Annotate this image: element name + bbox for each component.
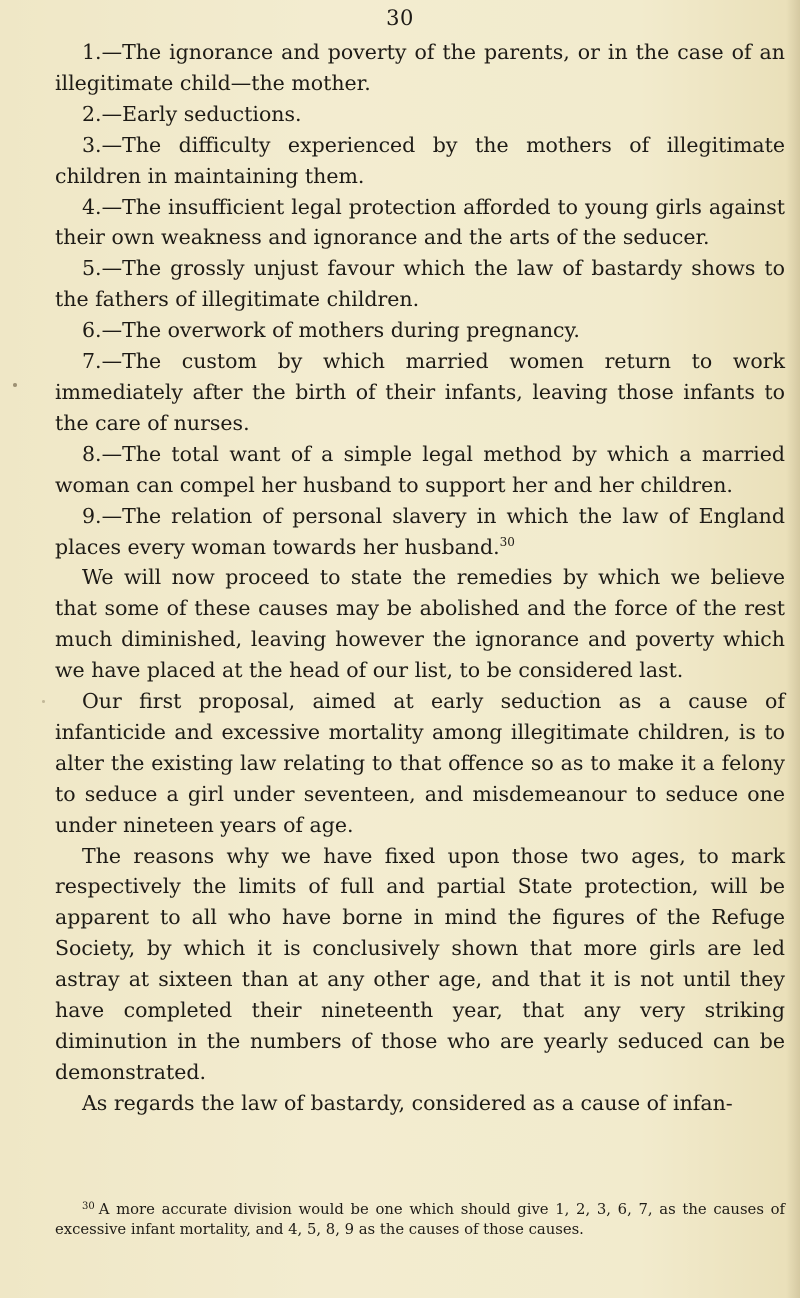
footnote — [55, 1200, 785, 1240]
paragraph-reasons: The reasons why we have fixed upon those two ages, to mark respectively the limits of full and partial State protection, will be apparent to all who have borne in mind the figures of the Refuge Society, by which it is conclusively shown that more girls are led astray at sixteen than at any other age, and that it is not until they have completed their nineteenth year, that any very striking diminution in the numbers of those who are yearly seduced can be demonstrated. — [55, 843, 785, 1084]
footnote-marker: 30 — [82, 1201, 95, 1212]
list-item-number: 5. — [82, 256, 102, 281]
list-item — [55, 192, 785, 254]
list-item-number: 1. — [82, 40, 102, 64]
footnote-reference: 30 — [499, 534, 515, 549]
list-item-number: 9. — [82, 503, 102, 528]
paragraph-first-proposal: Our first proposal, aimed at early seduction as a cause of infanticide and excessive mortality among illegitimate children, is to alter the existing law relating to that offence so as to make it a felony to seduce a girl under seventeen, and misdemeanour to seduce one under nineteen years of age. — [55, 689, 785, 837]
list-item — [55, 315, 785, 346]
list-item-number: 8. — [82, 441, 102, 466]
list-item — [55, 439, 785, 501]
list-item-number: 3. — [82, 132, 102, 157]
list-item-text: —The ignorance and poverty of the parents, or in the case of an illegitimate child—the mother. — [55, 40, 785, 95]
list-item-text: —The difficulty experienced by the mothers of illegitimate children in maintaining them. — [55, 132, 785, 188]
paper-speck — [560, 690, 563, 693]
list-item-text: —The insufficient legal protection afforded to young girls against their own weakness and ignorance and the arts of the seducer. — [55, 194, 785, 250]
list-item-text: —The total want of a simple legal method by which a married woman can compel her husband to support her and her children. — [55, 441, 785, 497]
footnote-text: A more accurate division would be one which should give 1, 2, 3, 6, 7, as the causes of excessive infant mortality, and 4, 5, 8, 9 as the causes of those causes. — [55, 1201, 785, 1238]
list-item-number: 4. — [82, 194, 102, 219]
body-text — [55, 37, 785, 1119]
paper-speck — [13, 383, 17, 387]
page-edge-shadow — [786, 0, 800, 1298]
paragraph-bastardy: As regards the law of bastardy, considered as a cause of infan- — [82, 1090, 733, 1115]
footnote-paragraph — [55, 1200, 785, 1240]
list-item-number: 6. — [82, 318, 102, 343]
list-item-text: —The custom by which married women return to work immediately after the birth of their infants, leaving those infants to the care of nurses. — [55, 349, 785, 435]
list-item-number: 2. — [82, 101, 102, 126]
page-number: 30 — [386, 6, 414, 30]
list-item-text: —The relation of personal slavery in which the law of England places every woman towards her husband. — [55, 503, 785, 559]
list-item — [55, 99, 785, 130]
paper-speck — [42, 700, 45, 703]
list-item-text: —Early seductions. — [101, 101, 302, 126]
list-item-text: —The grossly unjust favour which the law of bastardy shows to the fathers of illegitimate children. — [55, 256, 785, 312]
list-item-text: —The overwork of mothers during pregnancy. — [101, 318, 580, 343]
list-item — [55, 37, 785, 99]
paragraph-remedies: We will now proceed to state the remedies by which we believe that some of these causes may be abolished and the force of the rest much diminished, leaving however the ignorance and poverty which we have placed at the head of our list, to be considered last. — [55, 565, 785, 683]
list-item — [55, 501, 785, 563]
list-item-number: 7. — [82, 349, 102, 374]
list-item — [55, 346, 785, 439]
list-item — [55, 253, 785, 315]
list-item — [55, 130, 785, 192]
